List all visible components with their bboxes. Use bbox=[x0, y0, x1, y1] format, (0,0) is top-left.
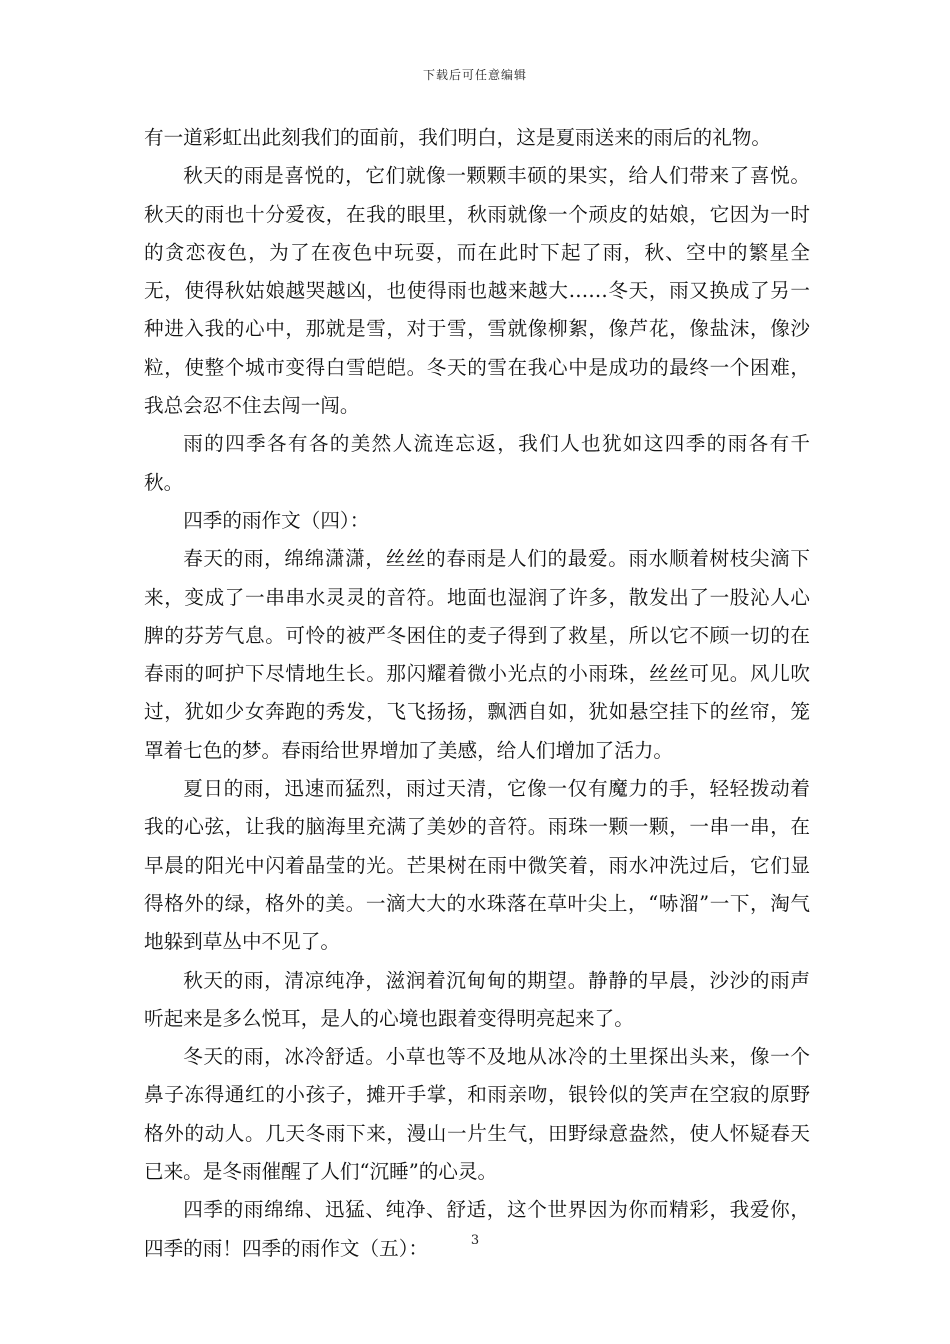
page-number: 3 bbox=[470, 1233, 480, 1248]
paragraph-autumn-winter: 秋天的雨是喜悦的，它们就像一颗颗丰硕的果实，给人们带来了喜悦。秋天的雨也十分爱夜，在我的眼里，秋雨就像一个顽皮的姑娘，它因为一时的贪恋夜色，为了在夜色中玩耍，而在此时下起了雨，秋、空中的繁星全无，使得秋姑娘越哭越凶，也使得雨也越来越大……冬天，雨又换成了另一种进入我的心中，那就是雪，对于雪，雪就像柳絮，像芦花，像盐沫，像沙粒，使整个城市变得白雪皑皑。冬天的雪在我心中是成功的最终一个困难，我总会忍不住去闯一闯。 bbox=[144, 164, 810, 418]
paragraph-continuation: 有一道彩虹出此刻我们的面前，我们明白，这是夏雨送来的雨后的礼物。 bbox=[144, 126, 771, 149]
paragraph-summer-rain: 夏日的雨，迅速而猛烈，雨过天清，它像一仅有魔力的手，轻轻拨动着我的心弦，让我的脑海里充满了美妙的音符。雨珠一颗一颗，一串一串，在早晨的阳光中闪着晶莹的光。芒果树在雨中微笑着，雨水冲洗过后，它们显得格外的绿，格外的美。一滴大大的水珠落在草叶尖上，“哧溜”一下，淘气地躲到草丛中不见了。 bbox=[144, 777, 810, 954]
document-body bbox=[144, 119, 810, 1268]
section-heading-four: 四季的雨作文（四）： bbox=[183, 508, 370, 532]
paragraph-autumn-rain: 秋天的雨，清凉纯净，滋润着沉甸甸的期望。静静的早晨，沙沙的雨声听起来是多么悦耳，是人的心境也跟着变得明亮起来了。 bbox=[144, 968, 810, 1030]
paragraph-spring-rain: 春天的雨，绵绵潇潇，丝丝的春雨是人们的最爱。雨水顺着树枝尖滴下来，变成了一串串水灵灵的音符。地面也湿润了许多，散发出了一股沁人心脾的芬芳气息。可怜的被严冬困住的麦子得到了救星，所以它不顾一切的在春雨的呵护下尽情地生长。那闪耀着微小光点的小雨珠，丝丝可见。风儿吹过，犹如少女奔跑的秀发，飞飞扬扬，飘洒自如，犹如悬空挂下的丝帘，笼罩着七色的梦。春雨给世界增加了美感，给人们增加了活力。 bbox=[144, 547, 810, 762]
paragraph-conclusion: 四季的雨绵绵、迅猛、纯净、舒适，这个世界因为你而精彩，我爱你，四季的雨！四季的雨作文（五）： bbox=[144, 1198, 810, 1260]
page-header: 下载后可任意编辑 bbox=[422, 68, 527, 82]
paragraph-summary: 雨的四季各有各的美然人流连忘返，我们人也犹如这四季的雨各有千秋。 bbox=[144, 432, 810, 494]
paragraph-winter-rain: 冬天的雨，冰冷舒适。小草也等不及地从冰冷的土里探出头来，像一个鼻子冻得通红的小孩子，摊开手掌，和雨亲吻，银铃似的笑声在空寂的原野格外的动人。几天冬雨下来，漫山一片生气，田野绿意盎然，使人怀疑春天已来。是冬雨催醒了人们“沉睡”的心灵。 bbox=[144, 1045, 810, 1184]
